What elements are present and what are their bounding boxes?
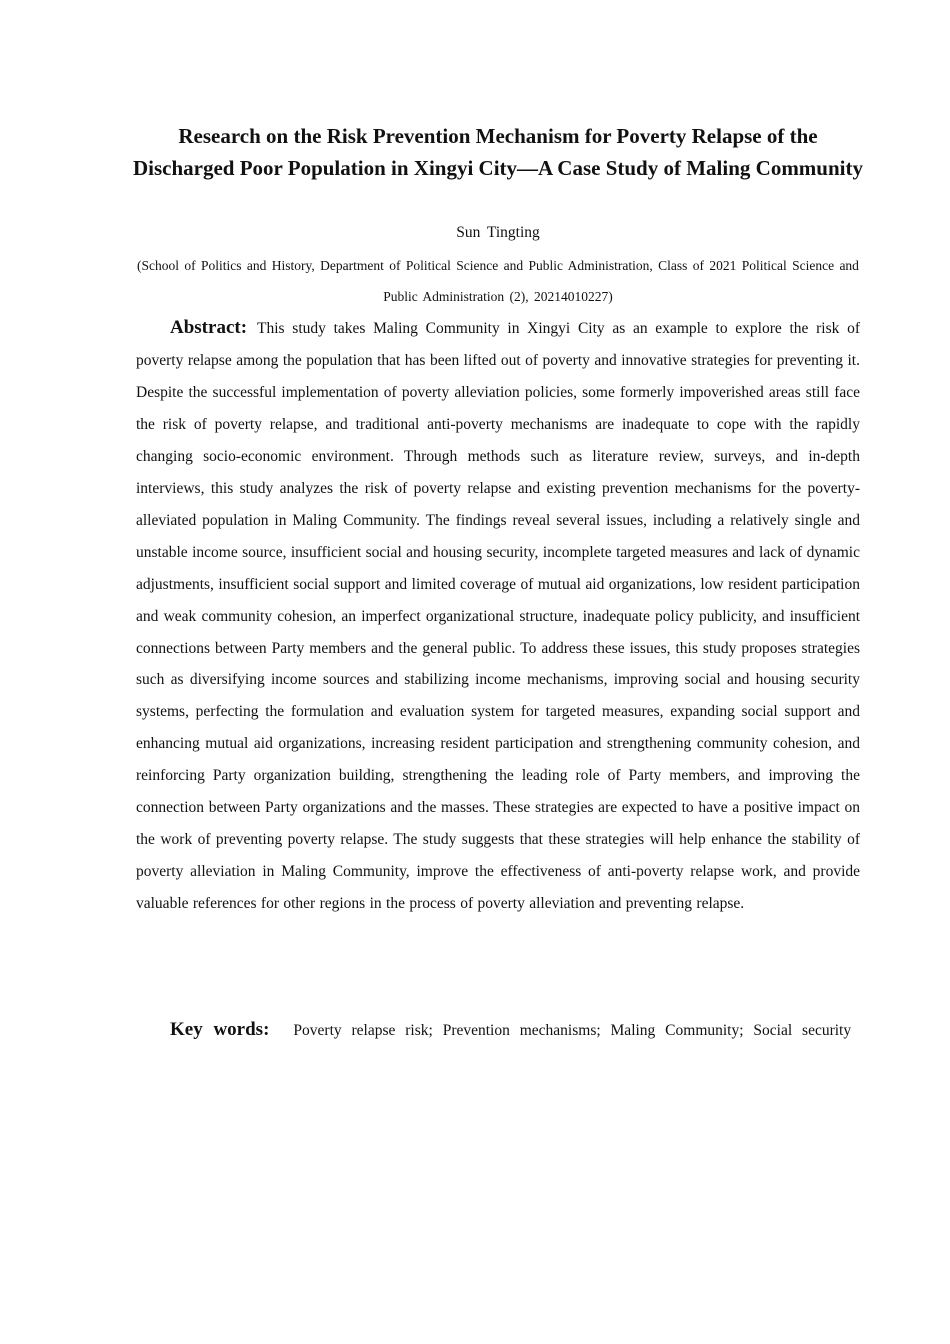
- abstract-label: Abstract:: [170, 317, 248, 338]
- author-affiliation: (School of Politics and History, Department of Political Science and Public Administration, Class of 2021 Political Science and Public Administration (2), 20214010227): [137, 258, 859, 304]
- paper-title: Research on the Risk Prevention Mechanism for Poverty Relapse of the Discharged Poor Population in Xingyi City—A Case Study of Maling Community: [132, 124, 863, 180]
- abstract-text: This study takes Maling Community in Xingyi City as an example to explore the risk of poverty relapse among the population that has been lifted out of poverty and innovative strategies for preventing it. Despite the successful implementation of poverty alleviation policies, some formerly impoverished areas still face the risk of poverty relapse, and traditional anti-poverty mechanisms are inadequate to cope with the rapidly changing socio-economic environment. Through methods such as literature review, surveys, and in-depth interviews, this study analyzes the risk of poverty relapse and existing prevention mechanisms for the poverty-alleviated population in Maling Community. The findings reveal several issues, including a relatively single and unstable income source, insufficient social and housing security, incomplete targeted measures and lack of dynamic adjustments, insufficient social support and limited coverage of mutual aid organizations, low resident participation and weak community cohesion, an imperfect organizational structure, inadequate policy publicity, and insufficient connections between Party members and the general public. To address these issues, this study proposes strategies such as diversifying income sources and stabilizing income mechanisms, improving social and housing security systems, perfecting the formulation and evaluation system for targeted measures, expanding social support and enhancing mutual aid organizations, increasing resident participation and strengthening community cohesion, and reinforcing Party organization building, strengthening the leading role of Party members, and improving the connection between Party organizations and the masses. These strategies are expected to have a positive impact on the work of preventing poverty relapse. The study suggests that these strategies will help enhance the stability of poverty alleviation in Maling Community, improve the effectiveness of anti-poverty relapse work, and provide valuable references for other regions in the process of poverty alleviation and preventing relapse.: [136, 320, 860, 913]
- keywords-paragraph: [136, 1014, 860, 1047]
- keywords-text: Poverty relapse risk; Prevention mechanisms; Maling Community; Social security: [293, 1022, 852, 1039]
- abstract-paragraph: [136, 312, 860, 920]
- author-name: Sun Tingting: [456, 224, 540, 241]
- keywords-label: Key words:: [170, 1019, 270, 1040]
